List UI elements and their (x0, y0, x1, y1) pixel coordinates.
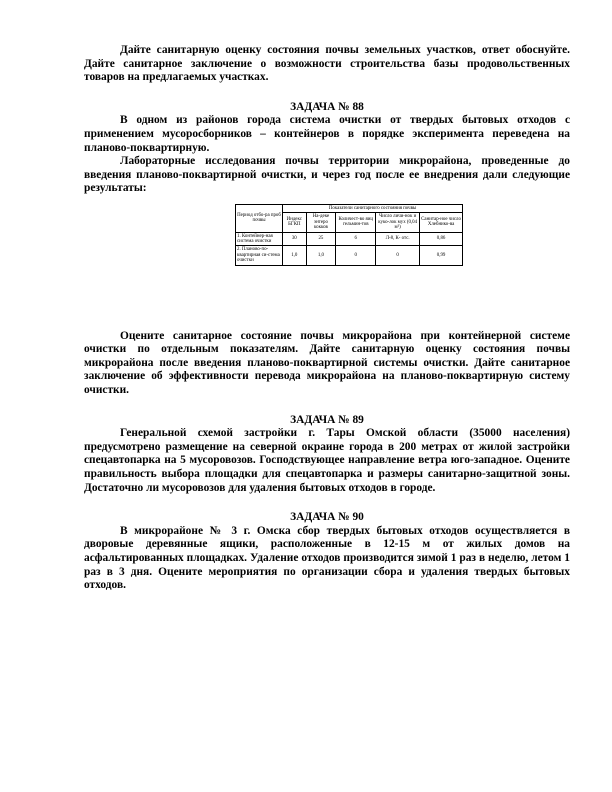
task-90-title: ЗАДАЧА № 90 (290, 511, 364, 524)
table-cell: 25 (306, 232, 336, 246)
task-88-paragraph-3: Оцените санитарное состояние почвы микрорайона при контейнерной системе очистки по отдельным показателям. Дайте санитарную оценку состояния почвы микрорайона после введения планово-поквартирной системы очистки. Дайте санитарное заключение об эффективности перевода микрорайона на планово-поквартирную систему очистки. (84, 329, 570, 396)
table-cell: 6 (336, 232, 376, 246)
column-header: Число личи-нок и куко-лок мух (0,04 м²) (376, 213, 420, 232)
table-cell: 0 (376, 246, 420, 265)
document-page (84, 44, 570, 593)
column-header: Индекс БГКП (283, 213, 307, 232)
intro-paragraph: Дайте санитарную оценку состояния почвы земельных участков, ответ обоснуйте. Дайте санитарное заключение о возможности строительства базы продовольственных товаров на предлагаемых участках. (84, 44, 570, 84)
soil-results-table-wrapper (235, 204, 463, 266)
period-column-header: Период отбо-ра проб почвы (236, 204, 283, 232)
table-cell: 30 (283, 232, 307, 246)
table-cell: 0 (336, 246, 376, 265)
soil-results-table (235, 204, 463, 266)
task-89-paragraph-1: Генеральной схемой застройки г. Тары Омской области (35000 населения) предусмотрено размещение на северной окраине города в 200 метрах от жилой застройки спецавтопарка на 5 мусоровозов. Господствующее направление ветра юго-западное. Оцените правильность выбора площадки для спецавтопарка и размеры санитарно-защитной зоны. Достаточно ли мусоровозов для удаления бытовых отходов в городе. (84, 427, 570, 494)
row-label: 2. Планово-по-квартирная си-стема очистки (236, 246, 283, 265)
table-cell: 1,0 (306, 246, 336, 265)
column-header: Санитар-ное число Хлебнико-ва (420, 213, 463, 232)
table-row (236, 246, 463, 265)
task-88-title: ЗАДАЧА № 88 (290, 100, 364, 113)
row-label: 1. Контейнер-ная система очистки (236, 232, 283, 246)
task-88-paragraph-1: В одном из районов города система очистки от твердых бытовых отходов с применением мусоросборников – контейнеров в порядке эксперимента переведена на планово-поквартирную. (84, 114, 570, 154)
indicators-group-header: Показатели санитарного состояния почвы (283, 204, 463, 212)
table-cell: 0,99 (420, 246, 463, 265)
task-90-paragraph-1: В микрорайоне № 3 г. Омска сбор твердых бытовых отходов осуществляется в дворовые деревянные ящики, расположенные в 12-15 м от жилых домов на асфальтированных площадках. Удаление отходов производится зимой 1 раз в неделю, летом 1 раз в 3 дня. Оцените мероприятия по организации сбора и удаления твердых бытовых отходов. (84, 524, 570, 592)
table-cell: 0,86 (420, 232, 463, 246)
column-header: Количест-во яиц гельмин-тов (336, 213, 376, 232)
table-row (236, 232, 463, 246)
task-89-title: ЗАДАЧА № 89 (290, 413, 364, 426)
table-cell: 1,0 (283, 246, 307, 265)
table-cell: Л-8, К- отс. (376, 232, 420, 246)
column-header: На-деке энтеро кокков (306, 213, 336, 232)
task-88-paragraph-2: Лабораторные исследования почвы территории микрорайона, проведенные до введения планово-поквартирной очистки, и через год после ее внедрения дали следующие результаты: (84, 155, 570, 195)
